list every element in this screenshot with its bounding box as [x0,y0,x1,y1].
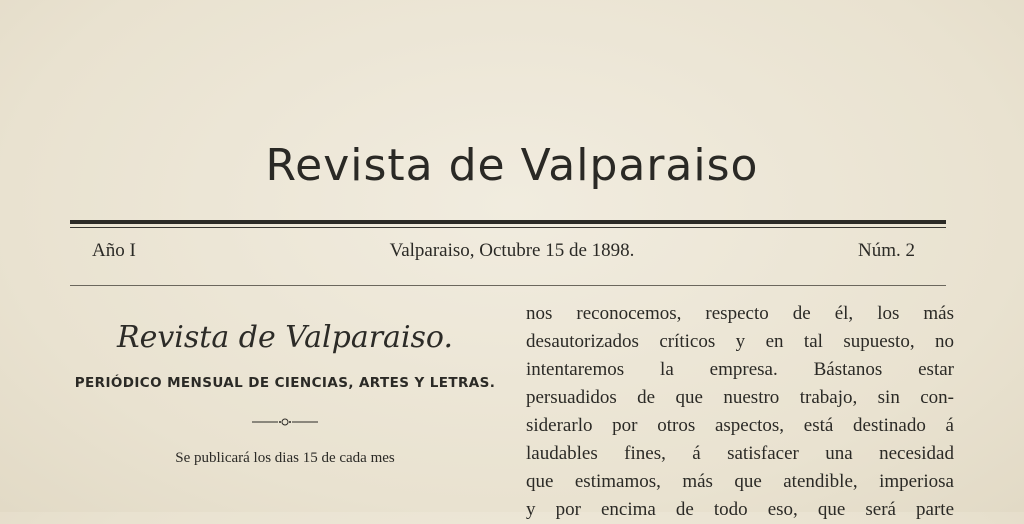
issue-number: Núm. 2 [858,240,915,261]
text-line: que estimamos, más que atendible, imperiosa [526,471,954,492]
text-line: siderarlo por otros aspectos, está destinado á [526,415,954,436]
column-subtitle: PERIÓDICO MENSUAL DE CIENCIAS, ARTES Y LETRAS. [74,375,496,391]
column-title: Revista de Valparaiso. [116,320,454,355]
right-column-text [526,300,954,524]
masthead-thick-rule [70,220,946,224]
text-line: laudables fines, á satisfacer una necesidad [526,443,954,464]
issue-year: Año I [92,240,136,261]
publication-note: Se publicará los dias 15 de cada mes [175,450,395,466]
ornament-divider [250,417,320,427]
issue-date: Valparaiso, Octubre 15 de 1898. [389,240,635,261]
text-line: persuadidos de que nuestro trabajo, sin con- [526,387,954,408]
masthead-thin-rule [70,227,946,228]
masthead-title: Revista de Valparaiso [265,140,759,191]
text-line: nos reconocemos, respecto de él, los más [526,303,954,324]
text-line: intentaremos la empresa. Bástanos estar [526,359,954,380]
text-line: desautorizados críticos y en tal supuesto, no [526,331,954,352]
issue-line-rule [70,285,946,286]
left-column [60,300,510,467]
text-line: y por encima de todo eso, que será parte [526,499,954,520]
